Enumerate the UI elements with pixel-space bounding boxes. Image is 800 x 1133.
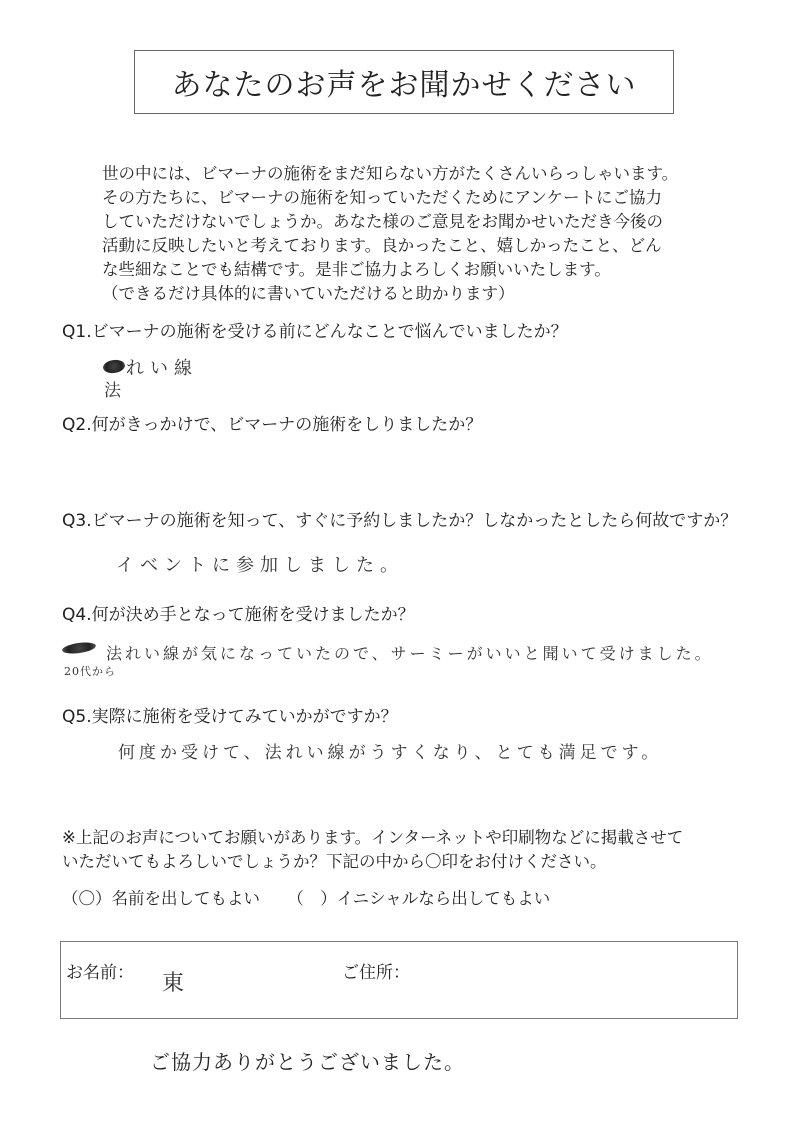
question-2: Q2.何がきっかけで、ビマーナの施術をしりましたか？ [62, 415, 483, 435]
notice-line: ※上記のお声についてお願いがあります。インターネットや印刷物などに掲載させて [62, 828, 684, 847]
scribble-mark [61, 641, 96, 656]
intro-line: していただけないでしょうか。あなた様のご意見をお聞かせいただき今後の [102, 212, 663, 231]
option-label: イニシャルなら出してもよい [336, 889, 551, 908]
notice-line: いただいてもよろしいでしょうか？下記の中から〇印をお付けください。 [62, 852, 607, 871]
answer-4-note: 20代から [64, 665, 116, 678]
answer-1-sub: 法 [104, 381, 127, 401]
consent-options [62, 885, 550, 909]
question-3: Q3.ビマーナの施術を知って、すぐに予約しましたか？しなかったとしたら何故ですか？ [62, 511, 738, 531]
survey-title: あなたのお声をお聞かせください [134, 50, 674, 114]
intro-line: 世の中には、ビマーナの施術をまだ知らない方がたくさんいらっしゃいます。 [102, 164, 679, 183]
question-4: Q4.何が決め手となって施術を受けましたか？ [62, 605, 415, 625]
name-value[interactable]: 東 [162, 971, 191, 996]
answer-5: 何度か受けて、法れい線がうすくなり、とても満足です。 [118, 743, 663, 763]
publish-notice [62, 826, 742, 874]
intro-text [102, 162, 742, 306]
address-label: ご住所： [342, 963, 410, 983]
scribble-mark [102, 359, 126, 375]
thanks-message: ご協力ありがとうございました。 [150, 1050, 465, 1074]
answer-1: れい線 [126, 358, 198, 379]
answer-4: 法れい線が気になっていたので、サーミーがいいと聞いて受けました。 [106, 644, 714, 663]
intro-line: な些細なことでも結構です。是非ご協力よろしくお願いいたします。 [102, 260, 611, 279]
intro-line: その方たちに、ビマーナの施術を知っていただくためにアンケートにご協力 [102, 188, 663, 207]
question-5: Q5.実際に施術を受けてみていかがですか？ [62, 707, 398, 727]
question-1: Q1.ビマーナの施術を受ける前にどんなことで悩んでいましたか？ [62, 322, 568, 342]
option-label: 名前を出してもよい [111, 889, 260, 908]
name-label: お名前： [66, 963, 134, 983]
option-mark: （ ） [287, 889, 337, 908]
option-mark: （〇） [62, 889, 112, 908]
option-name-ok[interactable] [62, 885, 260, 909]
intro-line: （できるだけ具体的に書いていただけると助かります） [102, 284, 515, 303]
intro-line: 活動に反映したいと考えております。良かったこと、嬉しかったこと、どん [102, 236, 662, 255]
answer-3: イベントに参加しました。 [116, 555, 404, 576]
option-initial-ok[interactable] [287, 885, 550, 909]
